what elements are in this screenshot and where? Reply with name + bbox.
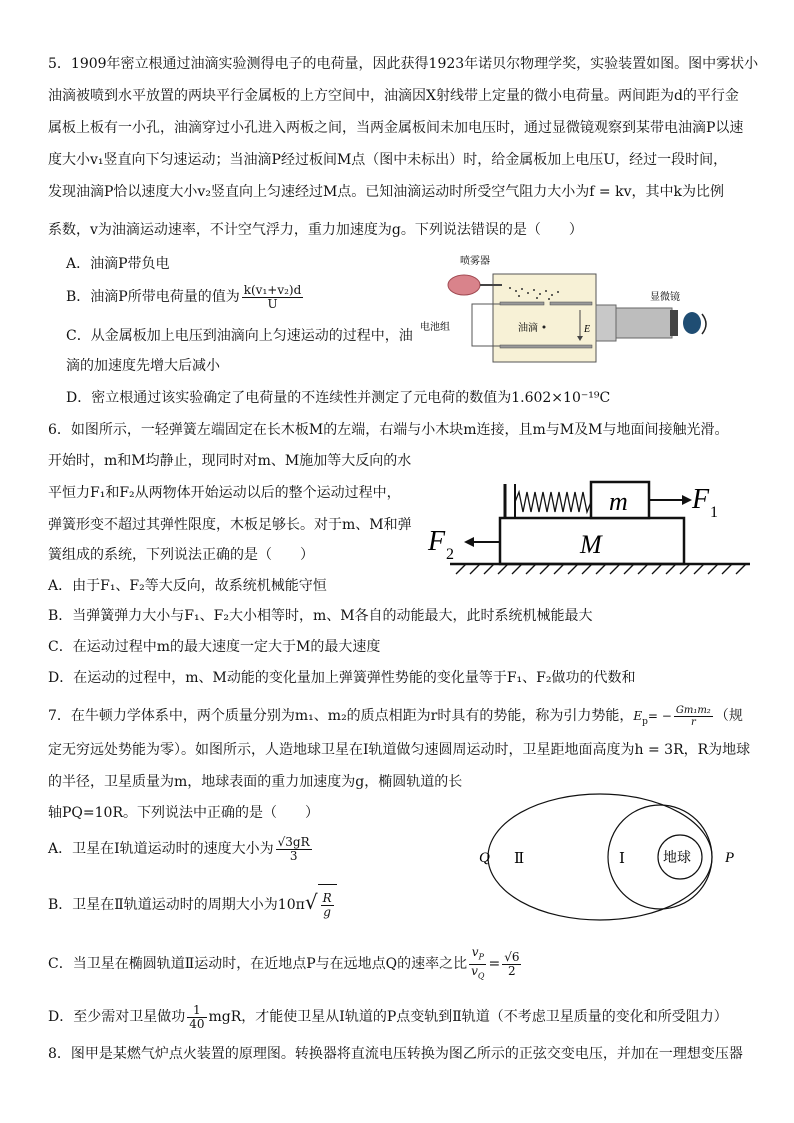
- q6-option-c: C．在运动过程中m的最大速度一定大于M的最大速度: [48, 639, 381, 655]
- q7-stem-text-tail: （规: [714, 708, 743, 724]
- q7-option-b-numerator: R: [322, 890, 332, 905]
- potential-energy-subscript: p: [642, 716, 648, 727]
- q7-option-c-value-denominator: 2: [508, 963, 516, 978]
- force-f2-arrowhead-icon: [464, 537, 474, 547]
- battery-label: 电池组: [420, 322, 450, 333]
- q7-option-a: [48, 832, 314, 866]
- field-label: E: [584, 324, 591, 335]
- oil-drop-dot: [543, 326, 546, 329]
- eye-icon: [683, 312, 701, 334]
- q5-stem-line-2: 油滴被喷到水平放置的两块平行金属板的上方空间中，油滴因X射线带上定量的微小电荷量。两间距为d的平行金: [48, 88, 739, 104]
- q5-option-b: [66, 282, 305, 312]
- microscope-label: 显微镜: [650, 292, 680, 303]
- spring-block-figure: [420, 474, 760, 578]
- sprayer-bulb-icon: [448, 275, 480, 295]
- q7-option-a-numerator: √3gR: [277, 834, 310, 849]
- force-f1-arrowhead-icon: [682, 495, 692, 505]
- q7-option-c-ratio: [469, 946, 486, 982]
- q7-option-b-fraction: [321, 892, 334, 919]
- q6-option-a: A．由于F₁、F₂等大反向，故系统机械能守恒: [48, 578, 327, 594]
- microscope-eyepiece: [670, 310, 678, 336]
- q5-option-b-text: B．油滴P所带电荷量的值为: [66, 289, 240, 305]
- q6-option-d: D．在运动的过程中，m、M动能的变化量加上弹簧弹性势能的变化量等于F₁、F₂做功的代数和: [48, 670, 636, 686]
- q7-option-c-value: [502, 951, 521, 978]
- q6-option-b: B．当弹簧弹力大小与F₁、F₂大小相等时，m、M各自的动能最大，此时系统机械能最大: [48, 608, 593, 624]
- earth-label: 地球: [663, 851, 691, 866]
- q7-option-c-vp-sub: P: [478, 952, 484, 962]
- oil-drop-label: 油滴: [518, 323, 538, 334]
- force-f1-label: F: [692, 484, 710, 515]
- q7-option-b: [48, 882, 337, 925]
- q7-stem-line-3: 的半径，卫星质量为m，地球表面的重力加速度为g，椭圆轨道的长: [48, 774, 463, 790]
- q5-option-b-denominator: U: [267, 296, 278, 311]
- microscope-tube: [616, 308, 672, 338]
- millikan-apparatus-figure: [420, 252, 720, 374]
- q5-option-c-line-1: C．从金属板加上电压到油滴向上匀速运动的过程中，油: [66, 328, 413, 344]
- q7-option-c: [48, 944, 523, 984]
- q5-stem-line-5: 发现油滴P恰以速度大小v₂竖直向上匀速经过M点。已知油滴运动时所受空气阻力大小为f = kv，其中k为比例: [48, 184, 724, 200]
- lower-plate: [500, 345, 592, 348]
- orbit-i-label: Ⅰ: [619, 851, 625, 867]
- upper-plate-left: [500, 302, 544, 305]
- q7-option-c-vq: v: [471, 963, 478, 978]
- potential-energy-numerator: Gm₁m₂: [675, 704, 711, 716]
- q7-option-a-fraction: [276, 836, 312, 863]
- q7-option-d: [48, 1000, 728, 1034]
- q7-option-b-text: B．卫星在Ⅱ轨道运动时的周期大小为10π: [48, 897, 305, 913]
- q7-option-c-value-numerator: √6: [504, 949, 520, 964]
- potential-energy-equals: = −: [647, 709, 672, 723]
- point-p-label: P: [725, 850, 735, 866]
- q7-option-c-equals: =: [488, 956, 501, 972]
- force-f2-label: F: [428, 526, 446, 557]
- q7-option-b-radicand: [318, 884, 337, 925]
- force-f2-subscript: 2: [446, 546, 454, 563]
- q7-stem-line-2: 定无穷远处势能为零）。如图所示，人造地球卫星在Ⅰ轨道做匀速圆周运动时，卫星距地面高度为h = 3R，R为地球: [48, 742, 751, 758]
- q7-stem-line-1: [48, 702, 743, 736]
- q5-option-b-fraction: [242, 284, 304, 311]
- sprayer-label: 喷雾器: [460, 256, 490, 267]
- q5-option-c-line-2: 滴的加速度先增大后减小: [66, 358, 220, 374]
- q7-option-d-text: D．至少需对卫星做功: [48, 1009, 186, 1025]
- q7-stem-text: 7．在牛顿力学体系中，两个质量分别为m₁、m₂的质点相距为r时具有的势能，称为引力势能，: [48, 708, 634, 724]
- point-q-label: Q: [479, 850, 490, 866]
- q6-stem-line-4: 弹簧形变不超过其弹性限度，木板足够长。对于m、M和弹: [48, 517, 412, 533]
- potential-energy-denominator: r: [690, 716, 696, 728]
- q6-stem-line-1: 6．如图所示，一轻弹簧左端固定在长木板M的左端，右端与小木块m连接，且m与M及M与地面间接触光滑。: [48, 422, 729, 438]
- q5-option-b-numerator: k(v₁+v₂)d: [243, 282, 302, 297]
- q7-option-a-denominator: 3: [289, 848, 298, 863]
- q6-stem-line-5: 簧组成的系统，下列说法正确的是（ ）: [48, 547, 314, 563]
- sqrt-sign-icon: √: [304, 890, 318, 914]
- q7-option-d-text-tail: mgR，才能使卫星从Ⅰ轨道的P点变轨到Ⅱ轨道（不考虑卫星质量的变化和所受阻力）: [208, 1009, 728, 1025]
- q5-stem-line-4: 度大小v₁竖直向下匀速运动；当油滴P经过板间M点（图中未标出）时，给金属板加上电压U，经过一段时间，: [48, 152, 728, 168]
- q7-option-d-denominator: 40: [189, 1016, 205, 1031]
- q5-option-a: A．油滴P带负电: [66, 256, 170, 272]
- q7-option-c-text: C．当卫星在椭圆轨道Ⅱ运动时，在近地点P与在远地点Q的速率之比: [48, 956, 468, 972]
- q5-stem-line-3: 属板上板有一小孔，油滴穿过小孔进入两板之间，当两金属板间未加电压时，通过显微镜观察到某带电油滴P以速: [48, 120, 744, 136]
- block-m-label: m: [609, 487, 628, 516]
- force-f1-subscript: 1: [710, 504, 718, 521]
- orbit-ii-label: Ⅱ: [514, 851, 525, 867]
- q7-option-a-text: A．卫星在Ⅰ轨道运动时的速度大小为: [48, 841, 274, 857]
- q6-stem-line-2: 开始时，m和M均静止，现同时对m、M施加等大反向的水: [48, 453, 412, 469]
- apparatus-chamber: [493, 274, 596, 362]
- upper-plate-right: [550, 302, 592, 305]
- ground-hatching: [456, 564, 746, 574]
- potential-energy-symbol: E: [633, 709, 643, 723]
- board-M-label: M: [580, 530, 602, 559]
- q6-stem-line-3: 平恒力F₁和F₂从两物体开始运动以后的整个运动过程中，: [48, 485, 401, 501]
- q5-stem-line-1: 5．1909年密立根通过油滴实验测得电子的电荷量，因此获得1923年诺贝尔物理学奖，实验装置如图。图中雾状小: [48, 56, 759, 72]
- spring: [515, 492, 591, 512]
- microscope-mount: [596, 305, 616, 341]
- q7-option-b-denominator: g: [323, 904, 331, 919]
- potential-energy-fraction: [674, 705, 713, 728]
- q7-stem-line-4: 轴PQ=10R。下列说法中正确的是（ ）: [48, 805, 319, 821]
- q7-option-d-numerator: 1: [187, 1004, 206, 1018]
- q7-option-c-vq-sub: Q: [477, 970, 485, 980]
- orbit-figure: [470, 788, 760, 928]
- q7-option-d-fraction: [187, 1004, 206, 1031]
- q8-stem-line-1: 8．图甲是某燃气炉点火装置的原理图。转换器将直流电压转换为图乙所示的正弦交变电压，并加在一理想变压器: [48, 1046, 743, 1062]
- eye-lash-icon: [702, 314, 706, 334]
- q5-stem-line-6: 系数，v为油滴运动速率，不计空气浮力，重力加速度为g。下列说法错误的是（ ）: [48, 222, 583, 238]
- q5-option-d: D．密立根通过该实验确定了电荷量的不连续性并测定了元电荷的数值为1.602×10⁻¹⁹C: [66, 390, 611, 406]
- q7-option-c-vp: v: [471, 945, 479, 960]
